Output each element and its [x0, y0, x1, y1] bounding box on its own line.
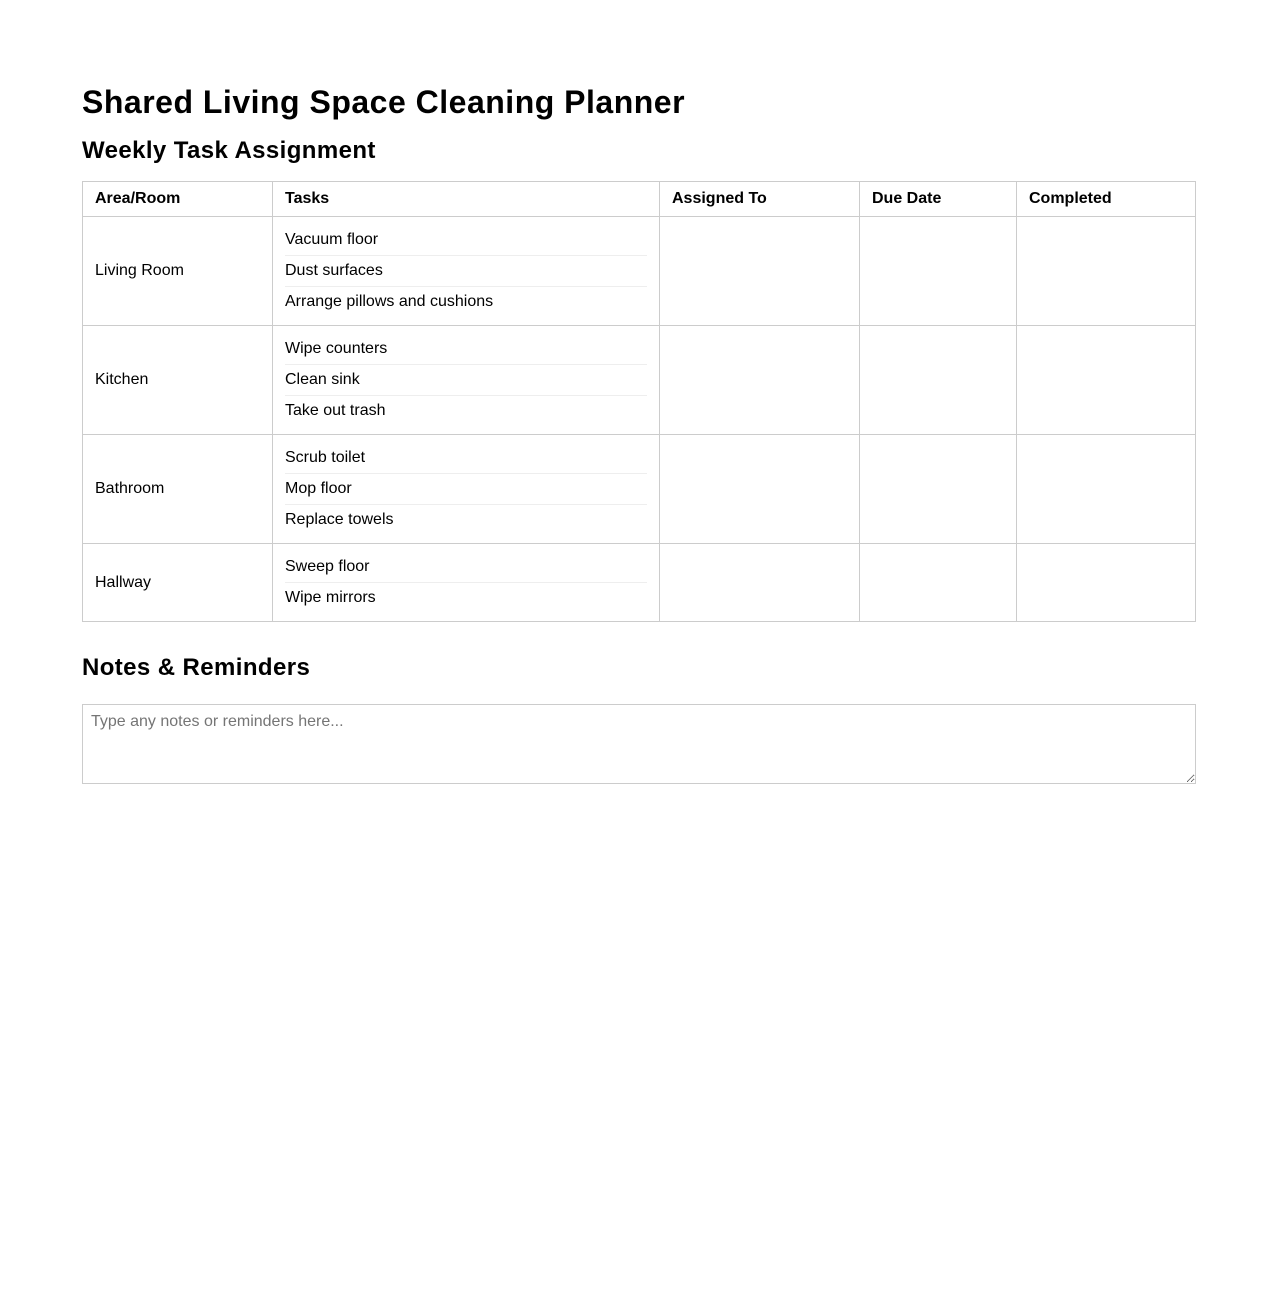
column-header-tasks: Tasks	[273, 182, 660, 217]
table-header-row	[83, 182, 1196, 217]
task-list	[285, 334, 647, 426]
assigned-to-cell[interactable]	[660, 326, 860, 435]
table-row	[83, 435, 1196, 544]
table-row	[83, 217, 1196, 326]
task-item: Sweep floor	[285, 552, 647, 583]
page-title: Shared Living Space Cleaning Planner	[82, 84, 686, 120]
tasks-cell	[273, 544, 660, 622]
column-header-completed: Completed	[1017, 182, 1196, 217]
tasks-cell	[273, 435, 660, 544]
due-date-cell[interactable]	[860, 435, 1017, 544]
task-item: Take out trash	[285, 402, 386, 419]
table-row	[83, 326, 1196, 435]
task-item: Scrub toilet	[285, 443, 647, 474]
column-header-area: Area/Room	[83, 182, 273, 217]
notes-textarea[interactable]	[82, 704, 1196, 784]
area-cell: Living Room	[83, 217, 273, 326]
completed-cell[interactable]	[1017, 217, 1196, 326]
due-date-cell[interactable]	[860, 544, 1017, 622]
notes-heading: Notes & Reminders	[82, 654, 311, 681]
task-list	[285, 443, 647, 535]
task-item: Dust surfaces	[285, 256, 647, 287]
task-list	[285, 552, 647, 613]
assigned-to-cell[interactable]	[660, 435, 860, 544]
weekly-task-heading: Weekly Task Assignment	[82, 137, 376, 164]
area-cell: Bathroom	[83, 435, 273, 544]
due-date-cell[interactable]	[860, 217, 1017, 326]
task-item: Clean sink	[285, 365, 647, 396]
tasks-cell	[273, 217, 660, 326]
assigned-to-cell[interactable]	[660, 544, 860, 622]
completed-cell[interactable]	[1017, 544, 1196, 622]
tasks-cell	[273, 326, 660, 435]
task-item: Replace towels	[285, 511, 394, 528]
task-assignment-table	[82, 181, 1196, 622]
area-cell: Kitchen	[83, 326, 273, 435]
task-item: Arrange pillows and cushions	[285, 293, 494, 310]
area-cell: Hallway	[83, 544, 273, 622]
task-item: Wipe counters	[285, 334, 647, 365]
column-header-due-date: Due Date	[860, 182, 1017, 217]
due-date-cell[interactable]	[860, 326, 1017, 435]
completed-cell[interactable]	[1017, 435, 1196, 544]
task-item: Mop floor	[285, 474, 647, 505]
column-header-assigned-to: Assigned To	[660, 182, 860, 217]
task-item: Wipe mirrors	[285, 589, 376, 606]
table-row	[83, 544, 1196, 622]
task-item: Vacuum floor	[285, 225, 647, 256]
assigned-to-cell[interactable]	[660, 217, 860, 326]
task-list	[285, 225, 647, 317]
completed-cell[interactable]	[1017, 326, 1196, 435]
